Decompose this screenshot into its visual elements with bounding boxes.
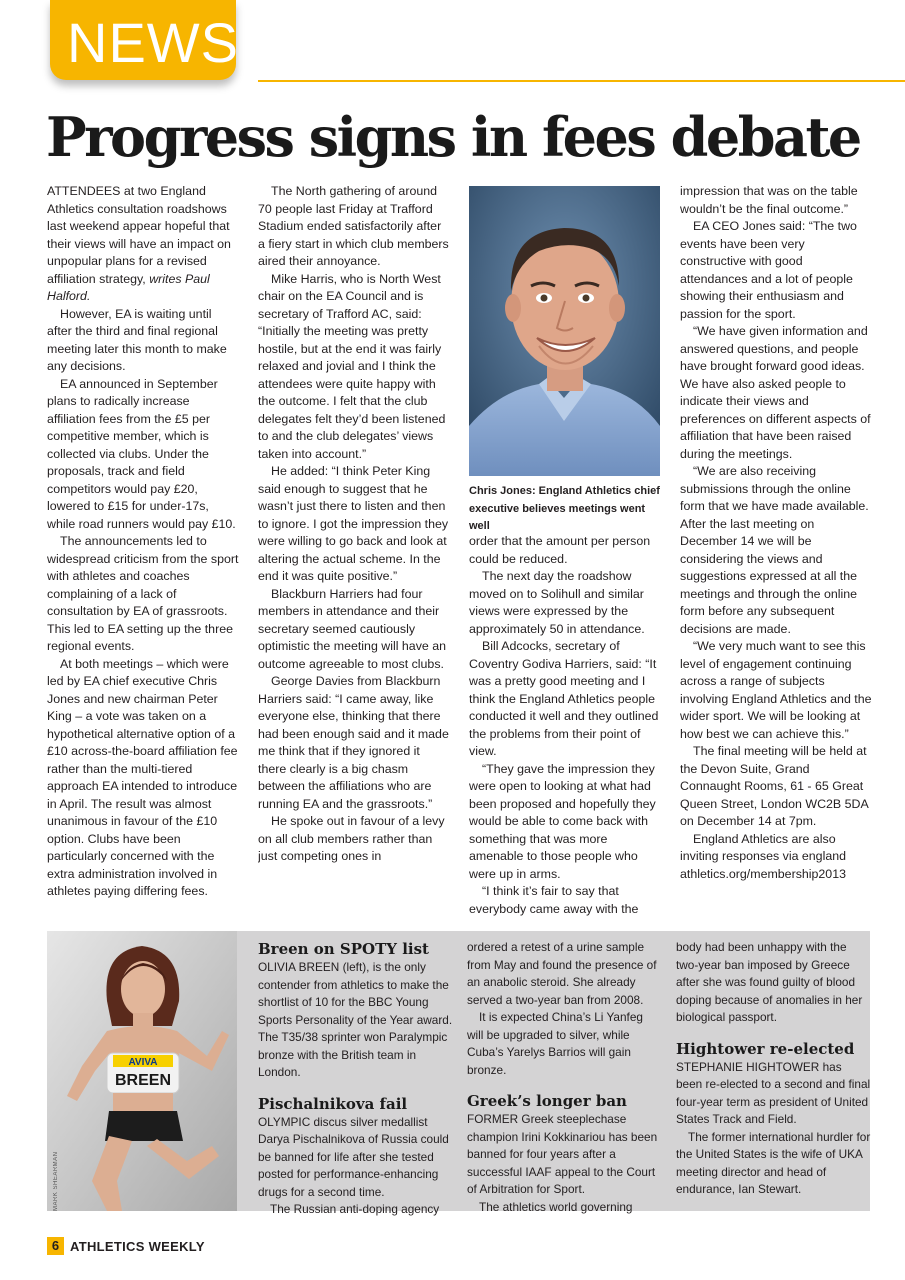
article-paragraph: impression that was on the table wouldn’t be the final outcome.”: [680, 184, 858, 216]
article-paragraph: The next day the roadshow moved on to Solihull and similar views were expressed by the approximately 50 in attendance.: [469, 569, 645, 636]
portrait-illustration: [469, 186, 660, 476]
headline: Progress signs in fees debate: [46, 105, 860, 169]
article-paragraph: Mike Harris, who is North West chair on the EA Council and is secretary of Trafford AC, said: “Initially the meeting was pretty hostile, but at the end it was fairly relaxed and jovial and I think the attendees were quite happy with the outcome. I felt that the club delegates felt they’d been listened to and the club delegates’ views taken into account.”: [258, 271, 446, 461]
photo-caption: Chris Jones: England Athletics chief executive believes meetings went well: [469, 485, 660, 532]
article-paragraph: Bill Adcocks, secretary of Coventry Godiva Harriers, said: “It was a pretty good meeting and I think the England Athletics people conducted it well and they outlined the problems from their point of view.: [469, 639, 659, 758]
article-paragraph: “We are also receiving submissions through the online form that we have made available. After the last meeting on December 14 we will be considering the views and suggestions expressed at all the meetings and through the online form before any subsequent decisions are made.: [680, 464, 869, 636]
page-number: 6: [47, 1237, 64, 1255]
article-paragraph: He spoke out in favour of a levy on all club members rather than just competing ones in: [258, 814, 445, 863]
article-paragraph: However, EA is waiting until after the third and final regional meeting later this month to make any decisions.: [47, 306, 227, 373]
byline: writes Paul Halford.: [47, 271, 210, 303]
article-paragraph: “We have given information and answered questions, and people have brought forward good ideas. We have also asked people to indicate their views and preferences on different aspects of affiliation that have been raised during the meetings.: [680, 324, 871, 461]
news-briefs-panel: [47, 931, 871, 1216]
article-column-2: [258, 183, 450, 921]
brief-title: Pischalnikova fail: [258, 1094, 408, 1113]
brief-paragraph: The former international hurdler for the United States is the wife of UKA meeting director and head of endurance, Ian Stewart.: [676, 1129, 871, 1196]
brief-paragraph: The athletics world governing: [479, 1199, 633, 1214]
brief-column-2: [467, 939, 662, 1216]
brief-title: Greek’s longer ban: [467, 1092, 627, 1110]
article-paragraph: order that the amount per person could be reduced.: [469, 534, 651, 566]
olivia-breen-photo: [47, 931, 237, 1211]
article-paragraph: “I think it’s fair to say that everybody came away with the: [469, 884, 639, 916]
article-column-4: [680, 183, 872, 921]
section-tab: [50, 0, 239, 80]
bib-brand: AVIVA: [128, 1057, 158, 1068]
article-paragraph: “We very much want to see this level of engagement continuing across a range of subjects involving England Athletics and the wider sport. We will be looking at how best we can achieve this.”: [680, 639, 872, 741]
runner-illustration: [47, 931, 237, 1211]
article-paragraph: Blackburn Harriers had four members in attendance and their secretary seemed cautiously optimistic the meeting will have an outcome agreeable to most clubs.: [258, 586, 447, 671]
brief-paragraph: OLIVIA BREEN (left), is the only contender from athletics to make the shortlist of 10 for the BBC Young Sports Personality of the Year award. The T35/38 sprinter won Paralympic bronze with the British team in London.: [258, 960, 453, 1079]
article-paragraph: The announcements led to widespread criticism from the sport with athletes and coaches complaining of a lack of consultation by EA of grassroots. This led to EA setting up the three regional events.: [47, 534, 239, 653]
brief-title: Hightower re-elected: [676, 1039, 855, 1058]
article-paragraph: “They gave the impression they were open to looking at what had been proposed and hopefully they would be able to come back with something that was more amenable to those people who were up in arms.: [469, 761, 656, 881]
brief-paragraph: It is expected China’s Li Yanfeg will be upgraded to silver, while Cuba’s Yarelys Barrios will gain bronze.: [467, 1010, 643, 1077]
article-paragraph: The final meeting will be held at the Devon Suite, Grand Connaught Rooms, 61 - 65 Great Queen Street, London WC2B 5DA on December 14 at 7pm.: [680, 744, 869, 828]
photo-credit: MARK SHEARMAN: [53, 1151, 59, 1211]
brief-title: Breen on SPOTY list: [258, 940, 429, 958]
article-paragraph: He added: “I think Peter King said enough to suggest that he wasn’t just there to listen and then to ignore. I got the impression they were willing to go back and look at altering the actual scheme. In the end it was quite positive.”: [258, 464, 449, 583]
article-paragraph: EA announced in September plans to radically increase affiliation fees from the £5 per competitive member, which is collected via clubs. Under the proposals, track and field competitors would pay £20, lowered to £15 for under-17s, while road runners would pay £10.: [47, 376, 236, 531]
magazine-name: ATHLETICS WEEKLY: [70, 1238, 205, 1254]
brief-paragraph: STEPHANIE HIGHTOWER has been re-elected to a second and final four-year term as president of United States Track and Field.: [676, 1059, 871, 1126]
article-paragraph: The North gathering of around 70 people last Friday at Trafford Stadium ended satisfactorily after a fiery start in which club members aired their annoyance.: [258, 184, 449, 268]
brief-paragraph: ordered a retest of a urine sample from May and found the presence of an anabolic steroid. She already served a two-year ban from 2008.: [467, 940, 657, 1007]
brief-paragraph: OLYMPIC discus silver medallist Darya Pischalnikova of Russia could be banned for life after she tested posted for performance-enhancing drugs for a second time.: [258, 1114, 449, 1199]
brief-paragraph: The Russian anti-doping agency: [270, 1202, 440, 1216]
bib-name: BREEN: [114, 1072, 172, 1089]
brief-column-1: [258, 939, 453, 1219]
chris-jones-photo: [469, 186, 660, 476]
page-footer: [47, 1236, 205, 1256]
section-tab-label: NEWS: [67, 11, 239, 74]
article-paragraph: George Davies from Blackburn Harriers said: “I came away, like everyone else, thinking that there had been enough said and it made me think that if they ignored it there clearly is a big chasm between the affiliations who are running EA and the grassroots.”: [258, 674, 449, 811]
article-paragraph: At both meetings – which were led by EA chief executive Chris Jones and new chairman Peter King – a vote was taken on a hypothetical alternative option of a £10 across-the-board affiliation fee rather than the multi-tiered approach EA intended to introduce in April. The result was almost unanimous in favour of the £10 option. Clubs have been particularly concerned with the extra administration involved in athletes paying differing fees.: [47, 656, 238, 898]
brief-paragraph: body had been unhappy with the two-year ban imposed by Greece after she was found guilty of blood doping because of anomalies in her biological passport.: [676, 940, 863, 1024]
article-paragraph: England Athletics are also inviting responses via england athletics.org/membership2013: [680, 831, 847, 881]
article-paragraph: EA CEO Jones said: “The two events have been very constructive with good attendances and a lot of people showing their enthusiasm and passion for the sport.: [680, 219, 857, 321]
article-column-3: [469, 533, 661, 921]
brief-column-3: [676, 939, 871, 1199]
article-paragraph: ATTENDEES at two England Athletics consultation roadshows last weekend appear hopeful that their views will have an impact on unpopular plans for a revised affiliation strategy, writes Paul Halford.: [47, 184, 231, 303]
brief-paragraph: FORMER Greek steeplechase champion Irini Kokkinariou has been banned for four years after a successful IAAF appeal to the Court of Arbitration for Sport.: [467, 1112, 658, 1196]
article-column-1: [47, 183, 239, 921]
header-rule: [258, 80, 905, 82]
